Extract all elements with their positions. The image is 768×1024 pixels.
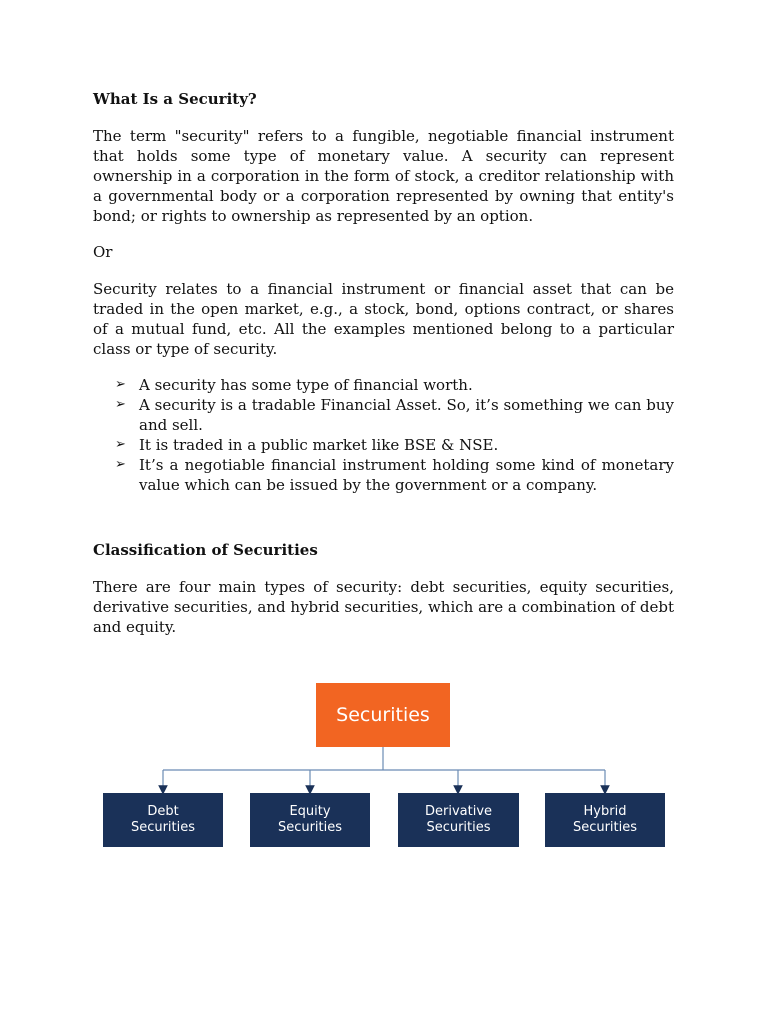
paragraph-or: Or (93, 243, 113, 261)
arrowhead-bullet-icon: ➢ (115, 457, 126, 472)
bullet-list (93, 375, 674, 495)
paragraph-four-types: There are four main types of security: debt securities, equity securities, derivative securities, and hybrid securities, which are a combination of debt and equity. (93, 578, 674, 636)
arrowhead-bullet-icon: ➢ (115, 437, 126, 452)
diagram-node-debt: Debt Securities (103, 793, 223, 847)
arrowhead-bullet-icon: ➢ (115, 397, 126, 412)
list-item: ➢ It is traded in a public market like BSE & NSE. (115, 436, 499, 454)
list-item: ➢ A security has some type of financial worth. (115, 376, 473, 394)
document-body (93, 88, 674, 637)
diagram-node-hybrid: Hybrid Securities (545, 793, 665, 847)
diagram-node-derivative: Derivative Securities (398, 793, 519, 847)
paragraph-definition: The term "security" refers to a fungible, negotiable financial instrument that holds some type of monetary value. A security can represent ownership in a corporation in the form of stock, a creditor relationship with a governmental body or a corporation represented by owning that entity's bond; or rights to ownership as represented by an option. (93, 127, 674, 225)
list-item: ➢ A security is a tradable Financial Asset. So, it’s something we can buy and sell. (115, 396, 674, 434)
arrowhead-bullet-icon: ➢ (115, 377, 126, 392)
list-item: ➢ It’s a negotiable financial instrument holding some kind of monetary value which can be issued by the government or a company. (115, 456, 674, 494)
heading-what-is-security: What Is a Security? (93, 90, 257, 108)
diagram-root-securities: Securities (316, 683, 450, 747)
diagram-node-equity: Equity Securities (250, 793, 370, 847)
heading-classification: Classification of Securities (93, 541, 318, 559)
paragraph-security-relates: Security relates to a financial instrument or financial asset that can be traded in the open market, e.g., a stock, bond, options contract, or shares of a mutual fund, etc. All the examples mentioned belong to a particular class or type of security. (93, 280, 674, 358)
